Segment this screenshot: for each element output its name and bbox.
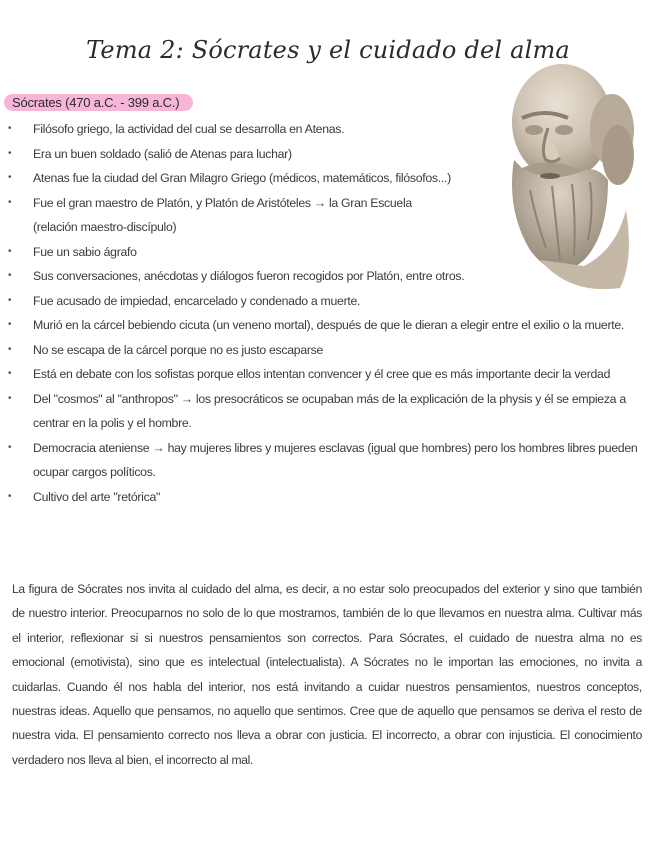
list-item: • Filósofo griego, la actividad del cual se desarrolla en Atenas. [8, 117, 503, 142]
section-subtitle: Sócrates (470 a.C. - 399 a.C.) [4, 94, 193, 111]
body-paragraph: La figura de Sócrates nos invita al cuidado del alma, es decir, a no estar solo preocupados del exterior y sino que también de nuestro interior. Preocuparnos no solo de lo que mostramos, también de lo que llevamos en nuestra alma. Cultivar más el interior, reflexionar si si nuestros pensamientos son correctos. Para Sócrates, el cuidado de nuestra alma no es emocional (emotivista), sino que es intelectual (intelectualista). A Sócrates no le importan las emociones, no invita a cuidarlas. Cuando él nos habla del interior, nos está invitando a cuidar nuestros pensamientos, nuestros conceptos, nuestras ideas. Aquello que pensamos, no aquello que sentimos. Cree que de aquello que pensamos se deriva el resto de nuestra vida. El pensamiento correcto nos lleva a obrar con justicia. El incorrecto, a obrar con injusticia. El conocimiento verdadero nos lleva al bien, el incorrecto al mal. [12, 582, 642, 767]
list-item: • Atenas fue la ciudad del Gran Milagro Griego (médicos, matemáticos, filósofos...) [8, 166, 503, 191]
biography-bullet-list [8, 117, 648, 509]
page-title: Tema 2: Sócrates y el cuidado del alma [86, 36, 570, 64]
list-item: • Cultivo del arte "retórica" [8, 485, 648, 510]
list-item: • Murió en la cárcel bebiendo cicuta (un veneno mortal), después de que le dieran a elegir entre el exilio o la muerte. [8, 313, 648, 338]
list-item: • Era un buen soldado (salió de Atenas para luchar) [8, 142, 503, 167]
list-item: • Fue acusado de impiedad, encarcelado y condenado a muerte. [8, 289, 648, 314]
list-item: • Sus conversaciones, anécdotas y diálogos fueron recogidos por Platón, entre otros. [8, 264, 503, 289]
list-item: • Está en debate con los sofistas porque ellos intentan convencer y él cree que es más importante decir la verdad [8, 362, 648, 387]
list-item: • Democracia ateniense → hay mujeres libres y mujeres esclavas (igual que hombres) pero los hombres libres pueden ocupar cargos políticos. [8, 436, 648, 485]
list-item-continuation: (relación maestro-discípulo) [33, 220, 177, 234]
list-item: • Fue el gran maestro de Platón, y Platón de Aristóteles → la Gran Escuela [8, 191, 503, 216]
list-item: • No se escapa de la cárcel porque no es justo escaparse [8, 338, 648, 363]
list-item: • Fue un sabio ágrafo [8, 240, 503, 265]
list-item: • Del "cosmos" al "anthropos" → los presocráticos se ocupaban más de la explicación de la physis y él se empieza a centrar en la polis y el hombre. [8, 387, 648, 436]
subtitle-highlight [4, 92, 193, 111]
